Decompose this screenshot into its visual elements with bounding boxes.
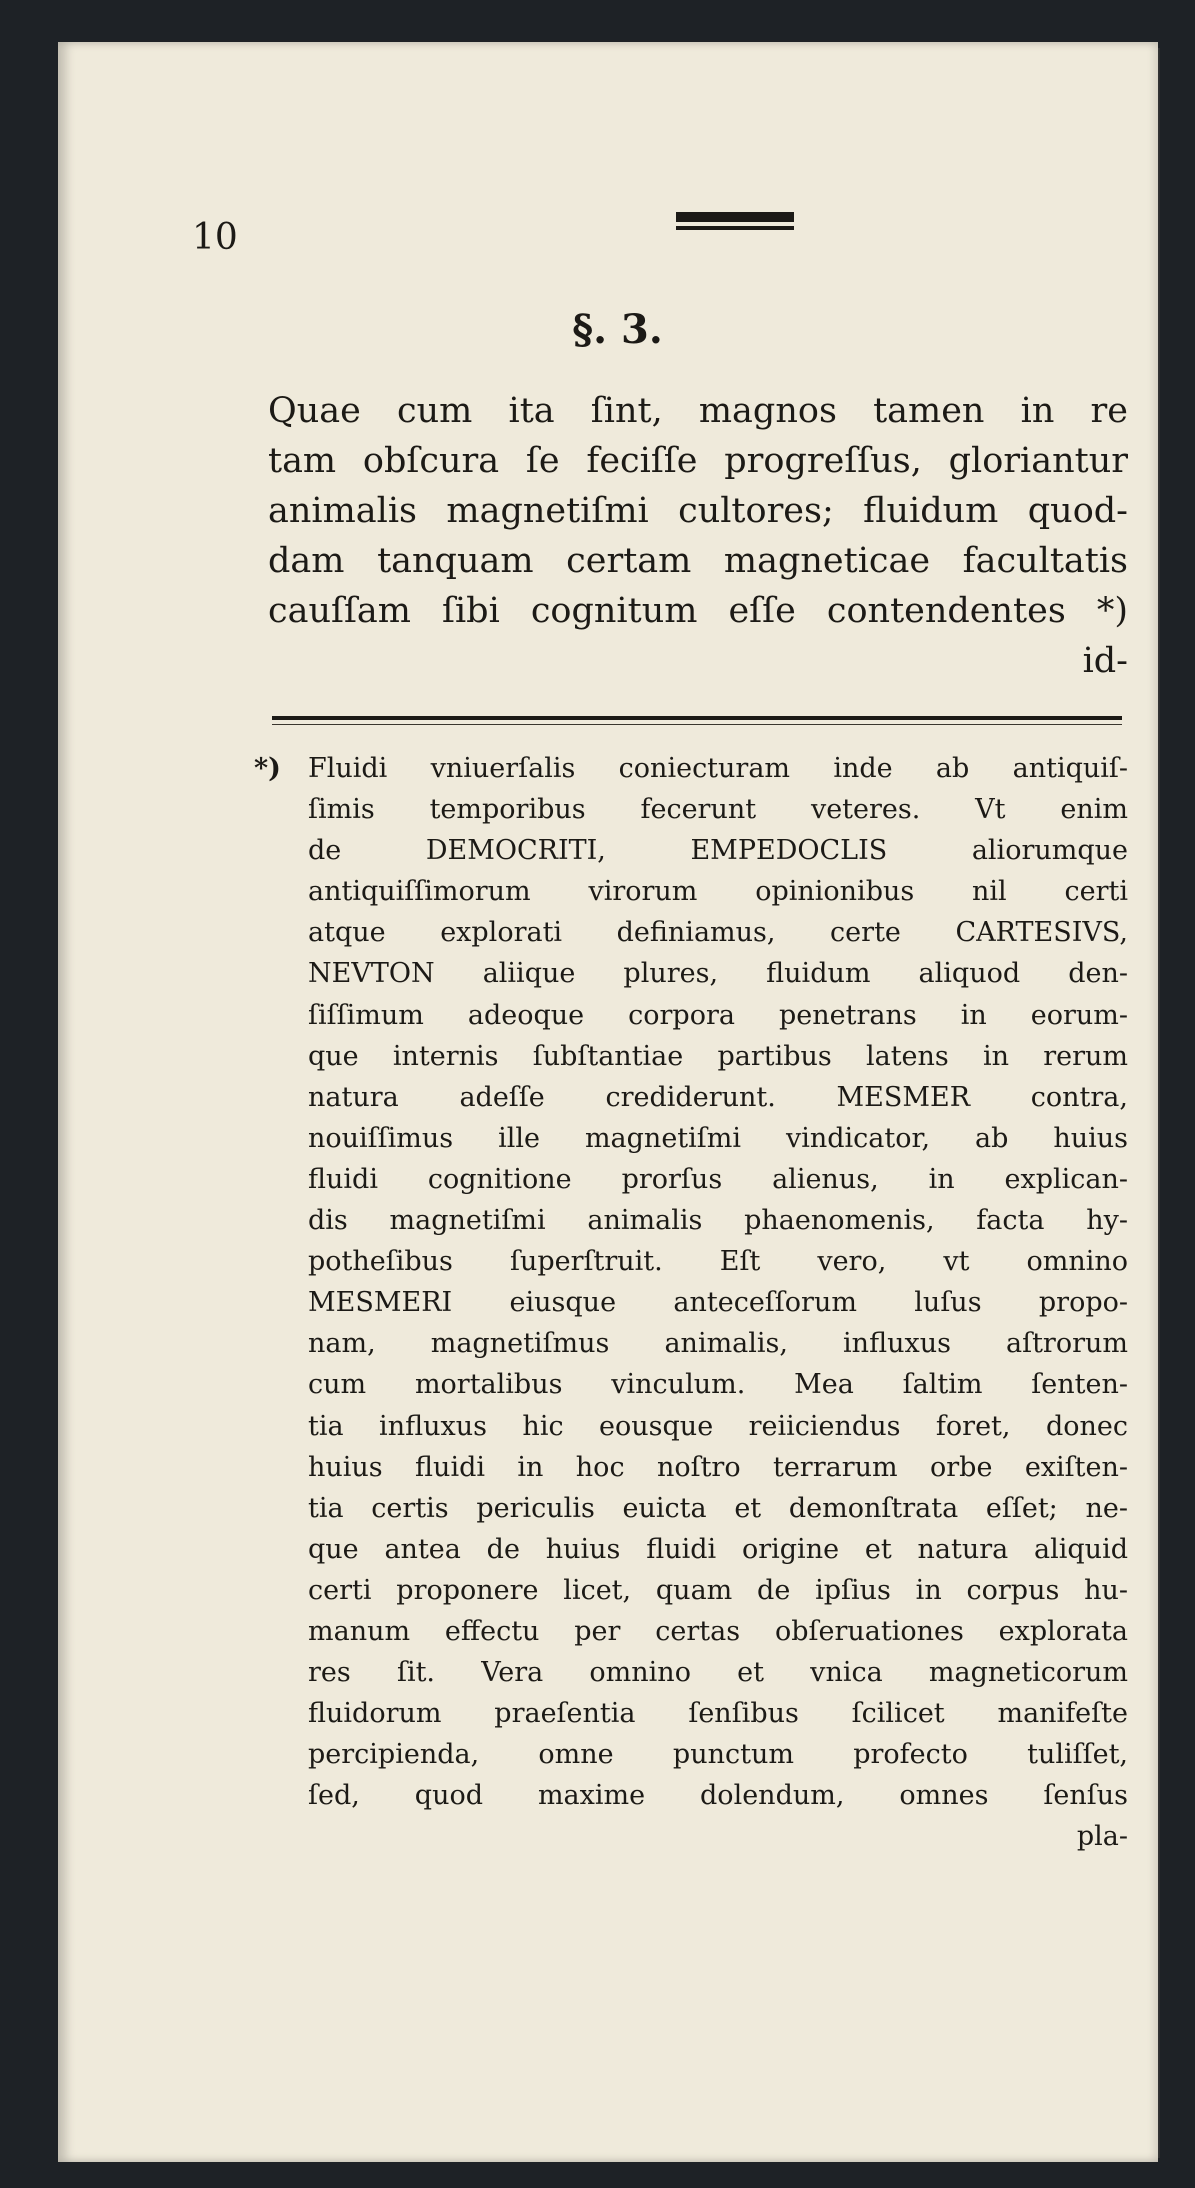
footnote-line: de DEMOCRITI, EMPEDOCLIS aliorumque bbox=[308, 835, 1128, 867]
footnote-separator-rule bbox=[272, 716, 1122, 720]
footnote-marker: *) bbox=[254, 753, 281, 784]
footnote-line: fluidorum praeſentia ſenſibus ſcilicet manifeſte bbox=[308, 1698, 1128, 1730]
footnote-line: NEVTON aliique plures, fluidum aliquod den- bbox=[308, 958, 1128, 990]
footnote-line: cum mortalibus vinculum. Mea ſaltim ſenten- bbox=[308, 1369, 1128, 1401]
footnote-line: que antea de huius fluidi origine et natura aliquid bbox=[308, 1533, 1128, 1565]
main-text-line: animalis magnetiſmi cultores; fluidum quod- bbox=[268, 491, 1128, 531]
catchword: id- bbox=[1082, 641, 1128, 681]
footnote-line: ſimis temporibus fecerunt veteres. Vt enim bbox=[308, 794, 1128, 826]
page-number: 10 bbox=[192, 217, 238, 258]
footnote-line: tia influxus hic eousque reiiciendus foret, donec bbox=[308, 1410, 1128, 1442]
footnote-line: natura adeſſe crediderunt. MESMER contra, bbox=[308, 1081, 1128, 1113]
footnote-catchword: pla- bbox=[1076, 1821, 1128, 1853]
footnote-line: tia certis periculis euicta et demonſtrata eſſet; ne- bbox=[308, 1492, 1128, 1524]
footnote-line bbox=[254, 748, 1128, 789]
footnote-line: nam, magnetiſmus animalis, influxus aſtrorum bbox=[308, 1328, 1128, 1360]
main-text-line: dam tanquam certam magneticae facultatis bbox=[268, 541, 1128, 581]
main-text-line: tam obſcura ſe feciſſe progreſſus, gloriantur bbox=[268, 441, 1128, 481]
ornament-thin-bar bbox=[676, 226, 794, 230]
footnote-line: atque explorati definiamus, certe CARTESIVS, bbox=[308, 917, 1128, 949]
footnote-line: percipienda, omne punctum profecto tuliſſet, bbox=[308, 1739, 1128, 1771]
footnote-line: que internis ſubſtantiae partibus latens in rerum bbox=[308, 1040, 1128, 1072]
footnote-line-text: Fluidi vniuerſalis coniecturam inde ab antiquiſ- bbox=[308, 753, 1128, 784]
footnote-line: dis magnetiſmi animalis phaenomenis, facta hy- bbox=[308, 1205, 1128, 1237]
footnote-line: nouiſſimus ille magnetiſmi vindicator, ab huius bbox=[308, 1122, 1128, 1154]
header-ornament-rule bbox=[676, 212, 794, 234]
main-text-block bbox=[268, 386, 1128, 686]
footnote-line: manum effectu per certas obſeruationes explorata bbox=[308, 1615, 1128, 1647]
footnote-separator-thin-rule bbox=[272, 724, 1122, 725]
main-text-line: Quae cum ita ſint, magnos tamen in re bbox=[268, 391, 1128, 431]
footnote-line: ſed, quod maxime dolendum, omnes ſenſus bbox=[308, 1780, 1128, 1812]
ornament-thick-bar bbox=[676, 212, 794, 222]
footnote-line: MESMERI eiusque anteceſſorum luſus propo- bbox=[308, 1287, 1128, 1319]
footnote-line: huius fluidi in hoc noſtro terrarum orbe exiſten- bbox=[308, 1451, 1128, 1483]
footnote-block bbox=[254, 748, 1128, 1858]
main-text-line: cauſſam ſibi cognitum eſſe contendentes *) bbox=[268, 591, 1128, 631]
footnote-line: potheſibus ſuperſtruit. Eſt vero, vt omnino bbox=[308, 1246, 1128, 1278]
footnote-line: ſiſſimum adeoque corpora penetrans in eorum- bbox=[308, 999, 1128, 1031]
footnote-line: antiquiſſimorum virorum opinionibus nil certi bbox=[308, 876, 1128, 908]
footnote-line: fluidi cognitione prorſus alienus, in explican- bbox=[308, 1163, 1128, 1195]
footnote-line: res ſit. Vera omnino et vnica magneticorum bbox=[308, 1657, 1128, 1689]
section-heading: §. 3. bbox=[572, 306, 663, 353]
footnote-line: certi proponere licet, quam de ipſius in corpus hu- bbox=[308, 1574, 1128, 1606]
